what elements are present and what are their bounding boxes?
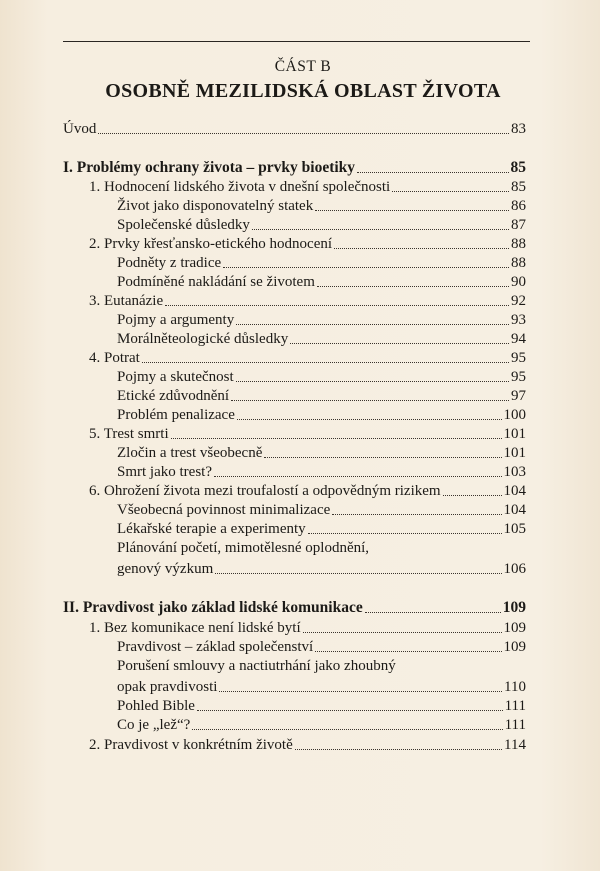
- toc-entry-title: Pojmy a argumenty: [117, 312, 235, 328]
- leader-dots: [236, 324, 509, 325]
- toc-section-page: 109: [502, 599, 526, 616]
- toc-entry-page: 104: [503, 483, 526, 499]
- toc-entry-title: 3. Eutanázie: [89, 293, 164, 309]
- leader-dots: [236, 381, 509, 382]
- leader-dots: [303, 632, 502, 633]
- toc-entry-title: Všeobecná povinnost minimalizace: [117, 502, 331, 518]
- toc-entry[interactable]: [89, 347, 526, 367]
- toc-section-1[interactable]: [63, 157, 526, 177]
- top-rule: [63, 41, 530, 42]
- toc-entry-intro[interactable]: [63, 118, 526, 138]
- toc-entry[interactable]: [89, 423, 526, 443]
- leader-dots: [142, 362, 509, 363]
- toc-entry-line[interactable]: Porušení smlouvy a nactiutrhání jako zhoubný: [117, 658, 396, 674]
- toc-entry[interactable]: [117, 676, 526, 696]
- toc-entry[interactable]: [117, 695, 526, 715]
- toc-entry-title: Co je „lež“?: [117, 717, 191, 733]
- leader-dots: [197, 710, 503, 711]
- toc-entry-title: 4. Potrat: [89, 350, 140, 366]
- toc-entry-page: 83: [511, 121, 526, 137]
- leader-dots: [165, 305, 509, 306]
- toc-entry-title: Společenské důsledky: [117, 217, 250, 233]
- toc-entry-page: 93: [511, 312, 526, 328]
- leader-dots: [443, 495, 502, 496]
- toc-entry[interactable]: [117, 461, 526, 481]
- toc-entry-title: 1. Hodnocení lidského života v dnešní společnosti: [89, 179, 391, 195]
- leader-dots: [237, 419, 502, 420]
- leader-dots: [315, 210, 509, 211]
- toc-section-2[interactable]: [63, 597, 526, 617]
- toc-entry[interactable]: [117, 366, 526, 386]
- toc-entry-title: Morálněteologické důsledky: [117, 331, 289, 347]
- toc-entry-page: 111: [504, 717, 526, 733]
- toc-entry-title: genový výzkum: [117, 561, 214, 577]
- toc-section-title: II. Pravdivost jako základ lidské komunikace: [63, 599, 363, 616]
- toc-entry-page: 111: [504, 698, 526, 714]
- leader-dots: [295, 749, 502, 750]
- leader-dots: [315, 651, 501, 652]
- toc-entry-title: Pojmy a skutečnost: [117, 369, 234, 385]
- leader-dots: [357, 172, 508, 173]
- toc-entry-title: Etické zdůvodnění: [117, 388, 230, 404]
- toc-entry-page: 87: [511, 217, 526, 233]
- part-title: OSOBNĚ MEZILIDSKÁ OBLAST ŽIVOTA: [105, 80, 501, 102]
- leader-dots: [365, 612, 501, 613]
- toc-entry-title: Zločin a trest všeobecně: [117, 445, 263, 461]
- toc-entry-title: 5. Trest smrti: [89, 426, 169, 442]
- toc-entry-title: 6. Ohrožení života mezi troufalostí a odpovědným rizikem: [89, 483, 441, 499]
- toc-entry-title: Úvod: [63, 121, 97, 137]
- leader-dots: [192, 729, 502, 730]
- toc-entry[interactable]: [117, 636, 526, 656]
- toc-entry[interactable]: [117, 385, 526, 405]
- leader-dots: [214, 476, 502, 477]
- leader-dots: [392, 191, 509, 192]
- toc-entry-page: 85: [511, 179, 526, 195]
- toc-entry-page: 101: [503, 426, 526, 442]
- toc-entry-title: opak pravdivosti: [117, 679, 218, 695]
- toc-entry[interactable]: [117, 195, 526, 215]
- toc-entry-page: 104: [503, 502, 526, 518]
- leader-dots: [219, 691, 502, 692]
- toc-entry-title: Pravdivost – základ společenství: [117, 639, 314, 655]
- toc-entry-page: 109: [503, 620, 526, 636]
- toc-entry-page: 94: [511, 331, 526, 347]
- toc-entry[interactable]: [117, 518, 526, 538]
- toc-entry-title: Podmíněné nakládání se životem: [117, 274, 315, 290]
- leader-dots: [98, 133, 509, 134]
- toc-entry[interactable]: [117, 271, 526, 291]
- toc-entry-title: Lékařské terapie a experimenty: [117, 521, 306, 537]
- toc-entry-title: Smrt jako trest?: [117, 464, 212, 480]
- leader-dots: [223, 267, 509, 268]
- toc-entry[interactable]: [89, 617, 526, 637]
- leader-dots: [332, 514, 501, 515]
- toc-entry-title: Život jako disponovatelný statek: [117, 198, 314, 214]
- toc-entry[interactable]: [117, 404, 526, 424]
- toc-entry[interactable]: [117, 499, 526, 519]
- toc-entry-page: 88: [511, 255, 526, 271]
- toc-entry-page: 101: [503, 445, 526, 461]
- leader-dots: [252, 229, 509, 230]
- leader-dots: [317, 286, 509, 287]
- toc-entry-page: 114: [504, 737, 526, 753]
- leader-dots: [290, 343, 509, 344]
- toc-entry[interactable]: [117, 328, 526, 348]
- toc-entry-page: 105: [503, 521, 526, 537]
- leader-dots: [231, 400, 509, 401]
- part-label: ČÁST B: [274, 58, 332, 75]
- toc-entry-page: 100: [503, 407, 526, 423]
- toc-entry[interactable]: [117, 309, 526, 329]
- toc-entry-title: Podněty z tradice: [117, 255, 222, 271]
- toc-entry-title: Problém penalizace: [117, 407, 235, 423]
- toc-entry-page: 109: [503, 639, 526, 655]
- leader-dots: [334, 248, 509, 249]
- toc-entry-title: 1. Bez komunikace není lidské bytí: [89, 620, 301, 636]
- toc-entry-page: 110: [504, 679, 526, 695]
- toc-entry-page: 90: [511, 274, 526, 290]
- toc-entry-line[interactable]: Plánování početí, mimotělesné oplodnění,: [117, 540, 370, 556]
- toc-entry-title: Pohled Bible: [117, 698, 195, 714]
- toc-entry-page: 88: [511, 236, 526, 252]
- toc-entry[interactable]: [117, 442, 526, 462]
- toc-entry[interactable]: [89, 480, 526, 500]
- leader-dots: [264, 457, 501, 458]
- toc-entry-title: 2. Prvky křesťansko-etického hodnocení: [89, 236, 333, 252]
- leader-dots: [171, 438, 502, 439]
- leader-dots: [308, 533, 502, 534]
- toc-entry-page: 95: [511, 350, 526, 366]
- toc-entry[interactable]: [117, 252, 526, 272]
- toc-entry-page: 86: [511, 198, 526, 214]
- toc-entry[interactable]: [89, 290, 526, 310]
- leader-dots: [215, 573, 501, 574]
- toc-entry[interactable]: [89, 233, 526, 253]
- toc-entry-page: 97: [511, 388, 526, 404]
- toc-entry-page: 95: [511, 369, 526, 385]
- toc-entry[interactable]: [117, 214, 526, 234]
- toc-entry-page: 103: [503, 464, 526, 480]
- toc-entry-page: 92: [511, 293, 526, 309]
- toc-section-title: I. Problémy ochrany života – prvky bioetiky: [63, 159, 356, 176]
- toc-entry[interactable]: [89, 734, 526, 754]
- toc-entry-page: 106: [503, 561, 526, 577]
- toc-section-page: 85: [510, 159, 526, 176]
- toc-entry[interactable]: [89, 176, 526, 196]
- toc-entry[interactable]: [117, 714, 526, 734]
- toc-entry[interactable]: [117, 558, 526, 578]
- toc-entry-title: 2. Pravdivost v konkrétním životě: [89, 737, 293, 753]
